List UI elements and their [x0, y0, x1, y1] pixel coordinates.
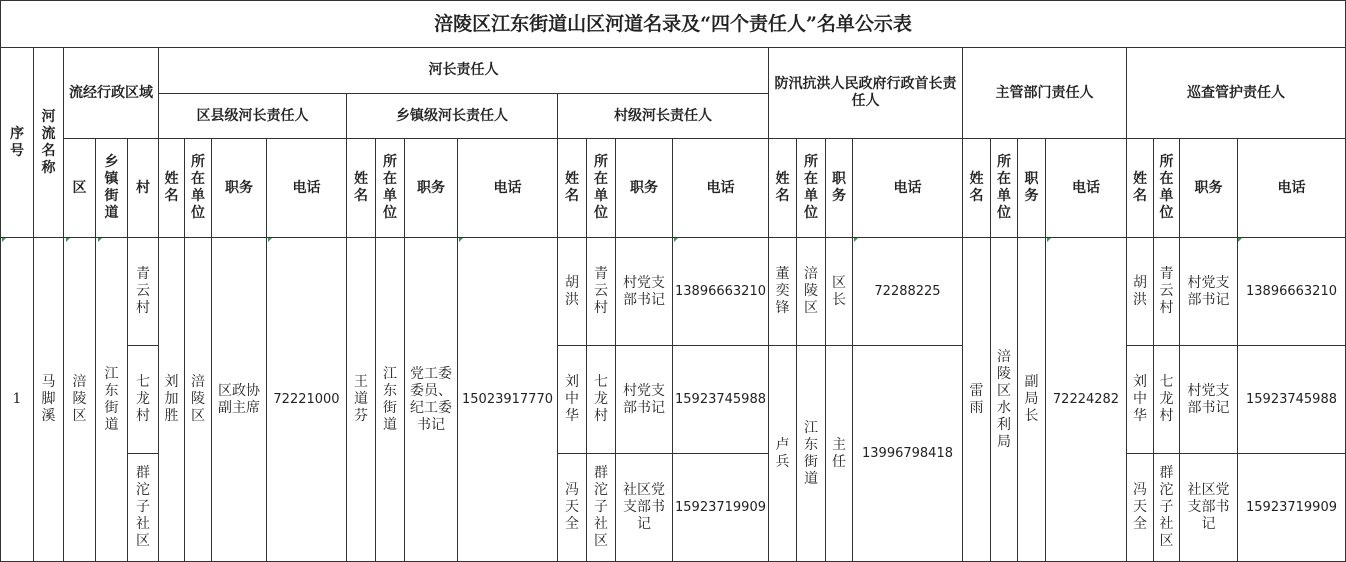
cell-dept-chief-position: 副局长	[1018, 238, 1046, 562]
cell-patrol-chief-3-unit: 群沱子社区	[1154, 454, 1180, 562]
cell-town: 江东街道	[96, 238, 128, 562]
header-town-chief: 乡镇级河长责任人	[347, 94, 558, 139]
header-town: 乡镇街道	[96, 139, 128, 238]
cell-county-chief-phone: 72221000	[267, 238, 347, 562]
cell-village-chief-2-position: 村党支部书记	[616, 346, 673, 454]
header-county-chief: 区县级河长责任人	[159, 94, 347, 139]
cell-corner-mark	[1047, 238, 1051, 242]
header-village-chief: 村级河长责任人	[558, 94, 769, 139]
cell-town-chief-name: 王道芬	[347, 238, 376, 562]
header-village-phone: 电话	[673, 139, 769, 238]
header-flood-chief: 防汛抗洪人民政府行政首长责任人	[769, 48, 963, 139]
cell-patrol-chief-3-phone: 15923719909	[1238, 454, 1346, 562]
header-river-name: 河流名称	[34, 48, 64, 238]
cell-flood-chief-1-phone: 72288225	[853, 238, 963, 346]
cell-flood-chief-2-name: 卢兵	[769, 346, 797, 562]
header-town-phone: 电话	[458, 139, 558, 238]
cell-corner-mark	[854, 238, 858, 242]
header-town-position: 职务	[405, 139, 458, 238]
cell-village-2: 七龙村	[128, 346, 159, 454]
cell-river-name: 马脚溪	[34, 238, 64, 562]
cell-village-chief-3-unit: 群沱子社区	[587, 454, 616, 562]
header-county-unit: 所在单位	[185, 139, 212, 238]
header-county-name: 姓名	[159, 139, 185, 238]
header-village-name: 姓名	[558, 139, 587, 238]
header-river-chief-group: 河长责任人	[159, 48, 769, 94]
cell-patrol-chief-2-phone: 15923745988	[1238, 346, 1346, 454]
header-town-name: 姓名	[347, 139, 376, 238]
cell-village-1: 青云村	[128, 238, 159, 346]
table-title: 涪陵区江东街道山区河道名录及“四个责任人”名单公示表	[0, 0, 1346, 48]
cell-county-chief-unit: 涪陵区	[185, 238, 212, 562]
cell-corner-mark	[98, 238, 102, 242]
cell-village-chief-3-name: 冯天全	[558, 454, 587, 562]
cell-village-chief-1-name: 胡洪	[558, 238, 587, 346]
header-flood-unit: 所在单位	[797, 139, 826, 238]
cell-dept-chief-name: 雷雨	[963, 238, 991, 562]
header-village: 村	[128, 139, 159, 238]
cell-village-chief-2-phone: 15923745988	[673, 346, 769, 454]
cell-corner-mark	[268, 238, 272, 242]
cell-village-chief-1-position: 村党支部书记	[616, 238, 673, 346]
header-county-position: 职务	[212, 139, 267, 238]
cell-town-chief-position: 党工委委员、纪工委书记	[405, 238, 458, 562]
cell-seq: 1	[0, 238, 34, 562]
cell-corner-mark	[459, 238, 463, 242]
header-town-unit: 所在单位	[376, 139, 405, 238]
cell-flood-chief-1-name: 董奕锋	[769, 238, 797, 346]
header-patrol-name: 姓名	[1127, 139, 1154, 238]
cell-corner-mark	[1238, 238, 1242, 242]
cell-town-chief-phone: 15023917770	[458, 238, 558, 562]
cell-dept-chief-unit: 涪陵区水利局	[991, 238, 1018, 562]
header-dept-phone: 电话	[1046, 139, 1127, 238]
cell-patrol-chief-3-position: 社区党支部书记	[1180, 454, 1238, 562]
header-patrol-position: 职务	[1180, 139, 1238, 238]
cell-dept-chief-phone: 72224282	[1046, 238, 1127, 562]
cell-patrol-chief-1-name: 胡洪	[1127, 238, 1154, 346]
cell-village-chief-3-phone: 15923719909	[673, 454, 769, 562]
cell-patrol-chief-2-name: 刘中华	[1127, 346, 1154, 454]
cell-flood-chief-2-position: 主任	[826, 346, 853, 562]
cell-town-chief-unit: 江东街道	[376, 238, 405, 562]
cell-district: 涪陵区	[64, 238, 96, 562]
cell-patrol-chief-1-unit: 青云村	[1154, 238, 1180, 346]
cell-village-chief-1-phone: 13896663210	[673, 238, 769, 346]
header-dept-unit: 所在单位	[991, 139, 1018, 238]
cell-village-chief-2-name: 刘中华	[558, 346, 587, 454]
cell-village-3: 群沱子社区	[128, 454, 159, 562]
header-patrol-chief: 巡查管护责任人	[1127, 48, 1346, 139]
cell-corner-mark	[674, 238, 678, 242]
header-dept-name: 姓名	[963, 139, 991, 238]
header-district: 区	[64, 139, 96, 238]
header-patrol-phone: 电话	[1238, 139, 1346, 238]
header-seq: 序号	[0, 48, 34, 238]
cell-patrol-chief-3-name: 冯天全	[1127, 454, 1154, 562]
cell-patrol-chief-1-phone: 13896663210	[1238, 238, 1346, 346]
header-admin-region: 流经行政区域	[64, 48, 159, 139]
cell-corner-mark	[2, 238, 6, 242]
cell-patrol-chief-2-position: 村党支部书记	[1180, 346, 1238, 454]
header-dept-position: 职务	[1018, 139, 1046, 238]
cell-county-chief-position: 区政协副主席	[212, 238, 267, 562]
cell-village-chief-3-position: 社区党支部书记	[616, 454, 673, 562]
cell-flood-chief-2-phone: 13996798418	[853, 346, 963, 562]
header-flood-position: 职务	[826, 139, 853, 238]
cell-flood-chief-1-position: 区长	[826, 238, 853, 346]
header-village-position: 职务	[616, 139, 673, 238]
cell-village-chief-1-unit: 青云村	[587, 238, 616, 346]
cell-flood-chief-1-unit: 涪陵区	[797, 238, 826, 346]
header-patrol-unit: 所在单位	[1154, 139, 1180, 238]
cell-flood-chief-2-unit: 江东街道	[797, 346, 826, 562]
header-flood-name: 姓名	[769, 139, 797, 238]
cell-patrol-chief-2-unit: 七龙村	[1154, 346, 1180, 454]
cell-corner-mark	[66, 238, 70, 242]
header-village-unit: 所在单位	[587, 139, 616, 238]
header-dept-chief: 主管部门责任人	[963, 48, 1127, 139]
cell-village-chief-2-unit: 七龙村	[587, 346, 616, 454]
header-county-phone: 电话	[267, 139, 347, 238]
cell-county-chief-name: 刘加胜	[159, 238, 185, 562]
cell-patrol-chief-1-position: 村党支部书记	[1180, 238, 1238, 346]
header-flood-phone: 电话	[853, 139, 963, 238]
